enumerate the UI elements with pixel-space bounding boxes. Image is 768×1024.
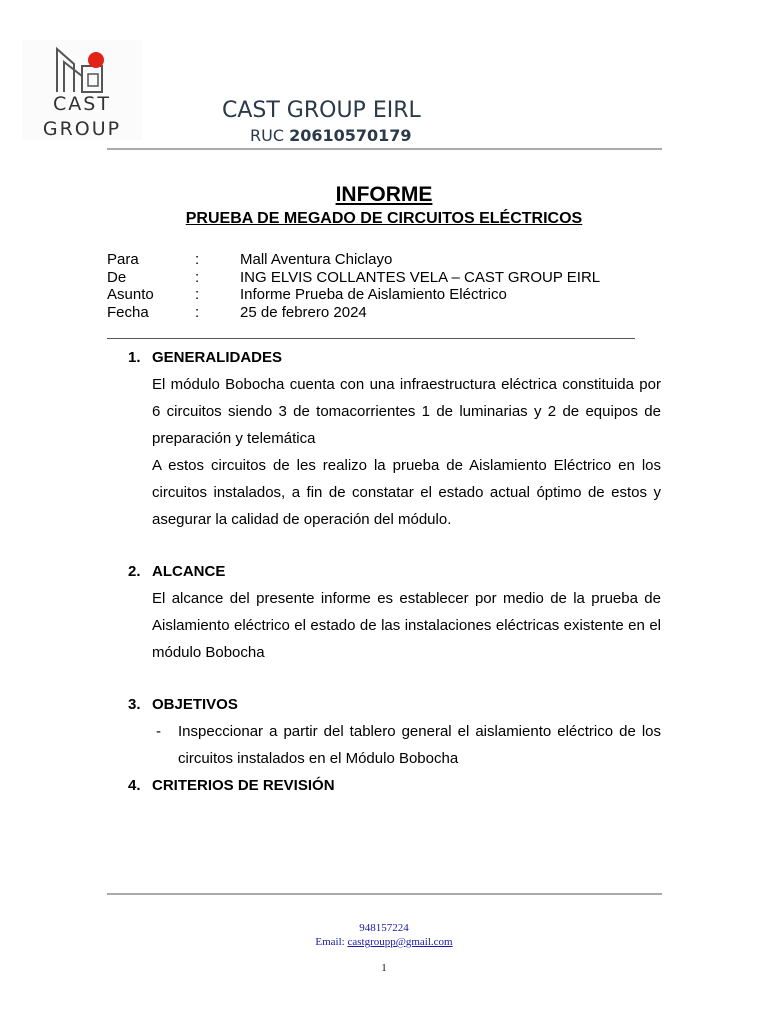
section-title: CRITERIOS DE REVISIÓN [152, 777, 335, 794]
meta-separator: : [195, 268, 200, 286]
footer-email-line [0, 936, 768, 948]
company-name: CAST GROUP EIRL [222, 98, 421, 123]
logo-building-icon [52, 44, 112, 94]
section-alcance [128, 562, 661, 666]
section-number: 3. [128, 696, 141, 713]
footer-email-label: Email: [315, 936, 345, 948]
ruc-label: RUC [250, 126, 284, 145]
logo-text-cast: CAST [53, 93, 111, 115]
meta-separator: : [195, 251, 200, 268]
document-subtitle: PRUEBA DE MEGADO DE CIRCUITOS ELÉCTRICOS [185, 210, 583, 227]
meta-row-de [107, 269, 600, 287]
ruc-line [250, 126, 412, 145]
meta-key: Fecha [107, 303, 149, 321]
bullet-dash: - [156, 723, 161, 740]
meta-separator: : [195, 303, 200, 321]
logo-text-group: GROUP [42, 118, 122, 140]
meta-value: Informe Prueba de Aislamiento Eléctrico [240, 286, 507, 303]
section-heading [128, 348, 661, 368]
company-logo [22, 40, 142, 140]
section-paragraph: A estos circuitos de les realizo la prueba de Aislamiento Eléctrico en los circuitos instalados, a fin de constatar el estado actual óptimo de estos y asegurar la calidad de operación del módulo. [152, 457, 661, 528]
section-number: 2. [128, 563, 141, 580]
document-title: INFORME [335, 183, 433, 206]
meta-key: Para [107, 251, 139, 268]
ruc-number: 20610570179 [289, 126, 412, 145]
memo-meta [107, 251, 600, 321]
section-title: GENERALIDADES [152, 349, 283, 366]
meta-value: Mall Aventura Chiclayo [240, 251, 393, 268]
page-number: 1 [381, 963, 387, 974]
meta-row-para [107, 251, 600, 269]
footer-email-link[interactable]: castgroupp@gmail.com [347, 936, 453, 948]
footer-divider [107, 893, 662, 895]
section-paragraph: El módulo Bobocha cuenta con una infraestructura eléctrica constituida por 6 circuitos siendo 3 de tomacorrientes 1 de luminarias y 2 de equipos de preparación y telemática [152, 376, 661, 447]
section-title: OBJETIVOS [152, 696, 238, 713]
meta-key: Asunto [107, 286, 154, 303]
meta-row-fecha [107, 304, 600, 322]
section-criterios [128, 776, 661, 796]
header-divider [107, 148, 662, 150]
section-number: 1. [128, 349, 141, 366]
meta-value: 25 de febrero 2024 [240, 303, 367, 321]
section-number: 4. [128, 777, 141, 794]
section-title: ALCANCE [152, 563, 226, 580]
section-paragraph: El alcance del presente informe es establecer por medio de la prueba de Aislamiento eléctrico el estado de las instalaciones eléctricas existente en el módulo Bobocha [152, 590, 661, 661]
meta-key: De [107, 268, 127, 286]
meta-row-asunto [107, 286, 600, 304]
section-heading [128, 695, 661, 715]
section-heading [128, 562, 661, 582]
footer-phone: 948157224 [359, 922, 409, 934]
list-item [152, 718, 661, 772]
bullet-text: Inspeccionar a partir del tablero general el aislamiento eléctrico de los circuitos instalados en el Módulo Bobocha [178, 723, 661, 767]
section-generalidades [128, 348, 661, 533]
section-objetivos [128, 695, 661, 772]
meta-value: ING ELVIS COLLANTES VELA – CAST GROUP EIRL [240, 268, 601, 286]
section-heading [128, 776, 661, 796]
meta-separator: : [195, 286, 200, 303]
meta-divider [107, 338, 635, 339]
